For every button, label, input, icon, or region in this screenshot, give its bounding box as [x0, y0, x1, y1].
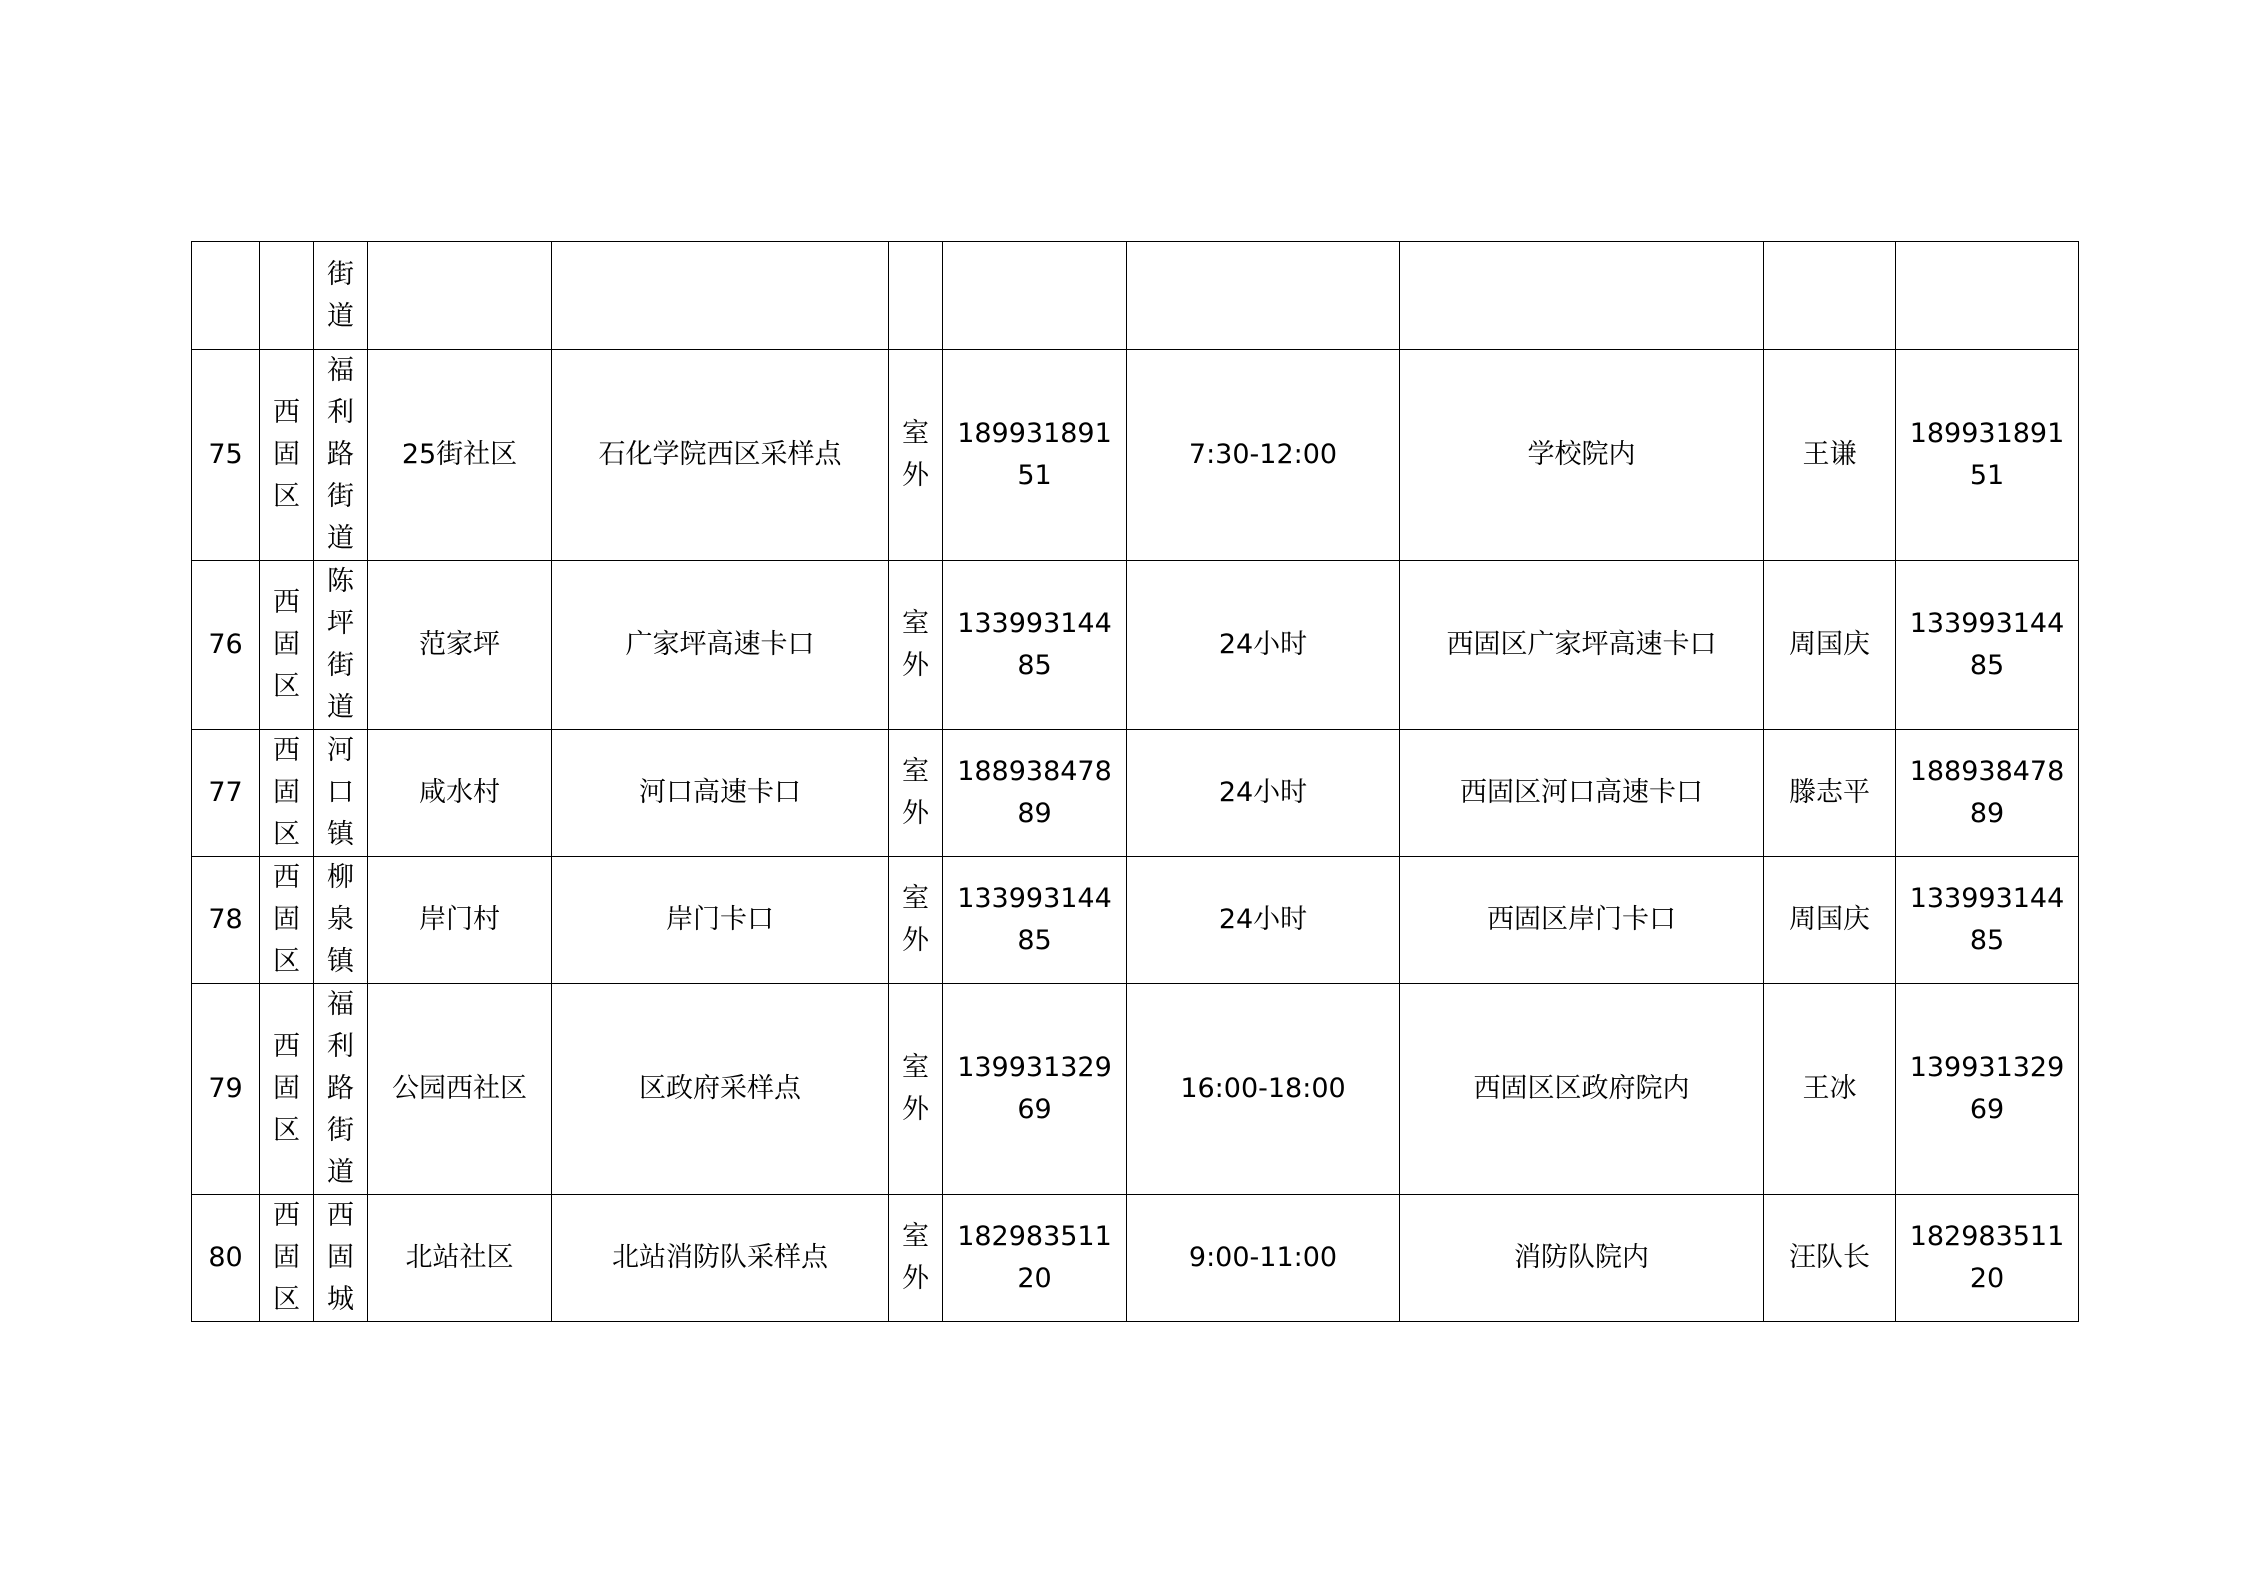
cell-site: 石化学院西区采样点: [552, 350, 889, 561]
cell-street: 河口镇: [314, 730, 368, 857]
cell-district: 西固区: [260, 984, 314, 1195]
cell-phone: 13993132969: [943, 984, 1127, 1195]
cell-community: 岸门村: [368, 857, 552, 984]
cell-district: 西固区: [260, 730, 314, 857]
cell-community: 25街社区: [368, 350, 552, 561]
cell-no: 76: [192, 561, 260, 730]
cell-district: 西固区: [260, 350, 314, 561]
cell-hours: 24小时: [1127, 857, 1400, 984]
table-row: [192, 1195, 2079, 1322]
cell-site: [552, 242, 889, 350]
cell-no: 75: [192, 350, 260, 561]
cell-phone: [943, 242, 1127, 350]
cell-address: 学校院内: [1400, 350, 1764, 561]
cell-address: 西固区区政府院内: [1400, 984, 1764, 1195]
cell-contact: 滕志平: [1764, 730, 1896, 857]
cell-contact: 周国庆: [1764, 857, 1896, 984]
cell-phone: 18893847889: [943, 730, 1127, 857]
cell-community: 北站社区: [368, 1195, 552, 1322]
cell-contact: 周国庆: [1764, 561, 1896, 730]
cell-site: 广家坪高速卡口: [552, 561, 889, 730]
cell-street: 福利路街道: [314, 984, 368, 1195]
cell-hours: 24小时: [1127, 730, 1400, 857]
cell-type: 室外: [889, 1195, 943, 1322]
cell-type: 室外: [889, 350, 943, 561]
cell-contact-phone: 18298351120: [1896, 1195, 2079, 1322]
cell-type: 室外: [889, 857, 943, 984]
cell-no: 78: [192, 857, 260, 984]
cell-site: 岸门卡口: [552, 857, 889, 984]
cell-street: 西固城: [314, 1195, 368, 1322]
cell-address: [1400, 242, 1764, 350]
cell-district: 西固区: [260, 1195, 314, 1322]
cell-type: 室外: [889, 561, 943, 730]
cell-no: 79: [192, 984, 260, 1195]
table-row-continuation: [192, 242, 2079, 350]
cell-no: [192, 242, 260, 350]
cell-district: 西固区: [260, 857, 314, 984]
cell-phone: 13399314485: [943, 561, 1127, 730]
cell-address: 西固区广家坪高速卡口: [1400, 561, 1764, 730]
table-row: [192, 730, 2079, 857]
cell-street: 街道: [314, 242, 368, 350]
cell-hours: [1127, 242, 1400, 350]
table-row: [192, 350, 2079, 561]
cell-contact: [1764, 242, 1896, 350]
cell-contact-phone: [1896, 242, 2079, 350]
cell-hours: 24小时: [1127, 561, 1400, 730]
cell-address: 西固区河口高速卡口: [1400, 730, 1764, 857]
cell-site: 北站消防队采样点: [552, 1195, 889, 1322]
cell-no: 77: [192, 730, 260, 857]
cell-phone: 13399314485: [943, 857, 1127, 984]
cell-type: 室外: [889, 730, 943, 857]
cell-contact-phone: 13993132969: [1896, 984, 2079, 1195]
cell-contact-phone: 13399314485: [1896, 561, 2079, 730]
cell-phone: 18298351120: [943, 1195, 1127, 1322]
sampling-sites-table: [191, 241, 2079, 1322]
cell-no: 80: [192, 1195, 260, 1322]
cell-community: 咸水村: [368, 730, 552, 857]
cell-phone: 18993189151: [943, 350, 1127, 561]
cell-community: 范家坪: [368, 561, 552, 730]
cell-address: 消防队院内: [1400, 1195, 1764, 1322]
cell-community: [368, 242, 552, 350]
cell-address: 西固区岸门卡口: [1400, 857, 1764, 984]
cell-street: 柳泉镇: [314, 857, 368, 984]
cell-contact: 王冰: [1764, 984, 1896, 1195]
cell-district: 西固区: [260, 561, 314, 730]
cell-contact-phone: 18993189151: [1896, 350, 2079, 561]
table-row: [192, 984, 2079, 1195]
cell-hours: 9:00-11:00: [1127, 1195, 1400, 1322]
cell-contact-phone: 13399314485: [1896, 857, 2079, 984]
cell-type: 室外: [889, 984, 943, 1195]
cell-hours: 16:00-18:00: [1127, 984, 1400, 1195]
cell-contact-phone: 18893847889: [1896, 730, 2079, 857]
table-row: [192, 857, 2079, 984]
cell-site: 区政府采样点: [552, 984, 889, 1195]
cell-contact: 汪队长: [1764, 1195, 1896, 1322]
cell-type: [889, 242, 943, 350]
cell-street: 福利路街道: [314, 350, 368, 561]
cell-street: 陈坪街道: [314, 561, 368, 730]
cell-community: 公园西社区: [368, 984, 552, 1195]
cell-site: 河口高速卡口: [552, 730, 889, 857]
table-row: [192, 561, 2079, 730]
cell-district: [260, 242, 314, 350]
cell-contact: 王谦: [1764, 350, 1896, 561]
cell-hours: 7:30-12:00: [1127, 350, 1400, 561]
